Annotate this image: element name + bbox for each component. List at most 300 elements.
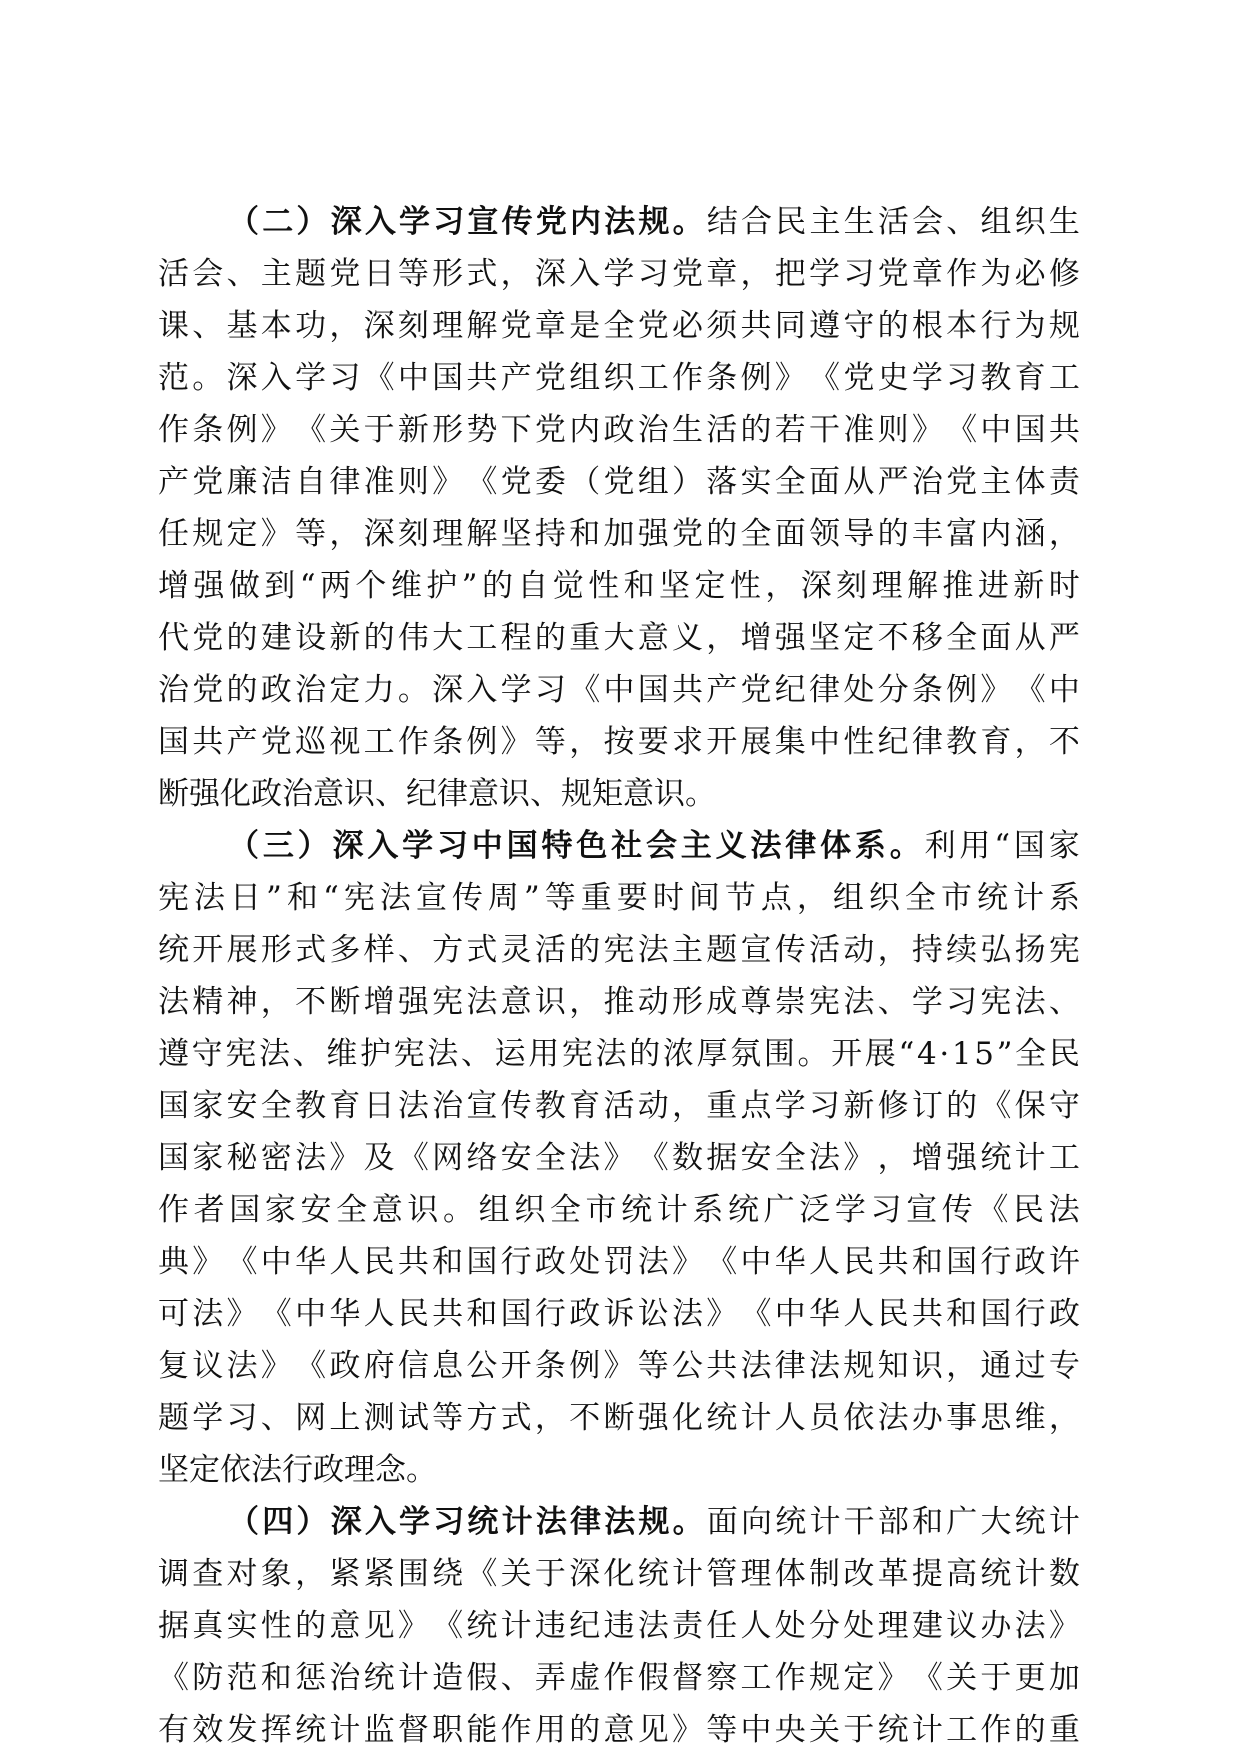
glyph: 法 — [809, 1348, 841, 1384]
glyph: 法 — [750, 828, 782, 864]
glyph: 加 — [1048, 1660, 1080, 1696]
glyph: 国 — [980, 1296, 1012, 1332]
glyph: 教 — [946, 724, 978, 760]
glyph: 作 — [671, 360, 703, 396]
glyph: 内 — [980, 516, 1012, 552]
glyph: 法 — [397, 1088, 429, 1124]
glyph: 任 — [706, 1608, 738, 1644]
glyph: 程 — [500, 620, 532, 656]
glyph: 律 — [785, 828, 817, 864]
glyph: 重 — [569, 620, 601, 656]
glyph: 依 — [843, 1400, 875, 1436]
glyph: 灵 — [500, 932, 532, 968]
glyph: 统 — [980, 1140, 1012, 1176]
glyph: 党 — [603, 464, 635, 500]
glyph: 责 — [671, 1608, 703, 1644]
glyph: 深 — [330, 204, 362, 240]
glyph: 政 — [534, 1244, 566, 1280]
glyph: 效 — [192, 1712, 224, 1748]
glyph: 共 — [740, 308, 772, 344]
glyph: 组 — [478, 1192, 510, 1228]
glyph: 增 — [740, 620, 772, 656]
glyph: 厚 — [696, 1036, 728, 1072]
glyph: 办 — [980, 1608, 1012, 1644]
glyph: 的 — [629, 1036, 661, 1072]
paragraph-line — [158, 456, 1080, 508]
glyph: 》 — [260, 1348, 292, 1384]
glyph: 《 — [977, 1192, 1009, 1228]
glyph: 假 — [466, 1660, 498, 1696]
glyph: 《 — [432, 1608, 464, 1644]
glyph: 廉 — [226, 464, 258, 500]
glyph: 民 — [397, 1296, 429, 1332]
glyph: 政 — [329, 1348, 361, 1384]
glyph: 用 — [959, 828, 991, 864]
glyph: 4 — [916, 1036, 937, 1072]
glyph: 华 — [809, 1296, 841, 1332]
paragraph-line — [158, 1392, 1080, 1444]
glyph: 从 — [843, 464, 875, 500]
glyph: 法 — [1048, 1192, 1080, 1228]
glyph: 时 — [1048, 568, 1080, 604]
glyph: 形 — [432, 412, 464, 448]
glyph: 把 — [774, 256, 806, 292]
paragraph-line — [158, 1340, 1080, 1392]
glyph: 从 — [1014, 620, 1046, 656]
glyph: 解 — [466, 516, 498, 552]
glyph: 和 — [286, 880, 318, 916]
glyph: 自 — [295, 464, 327, 500]
glyph: 《 — [226, 1244, 258, 1280]
glyph: 传 — [941, 1192, 973, 1228]
glyph: 义 — [671, 620, 703, 656]
glyph: 中 — [1048, 672, 1080, 708]
glyph: 多 — [329, 932, 361, 968]
glyph: ， — [706, 620, 738, 656]
glyph: 课 — [158, 308, 189, 344]
glyph: 组 — [569, 360, 601, 396]
glyph: 中 — [603, 672, 635, 708]
glyph: 形 — [260, 932, 292, 968]
glyph: 议 — [946, 1608, 978, 1644]
glyph: 扬 — [1014, 932, 1046, 968]
glyph: 意 — [637, 620, 669, 656]
glyph: 统 — [295, 1712, 327, 1748]
glyph: 安 — [740, 1140, 772, 1176]
glyph: 章 — [534, 308, 566, 344]
glyph: 学 — [911, 984, 943, 1020]
glyph: 条 — [534, 1348, 566, 1384]
paragraph-line — [158, 1080, 1080, 1132]
glyph: 例 — [466, 724, 498, 760]
glyph: 习 — [329, 360, 361, 396]
glyph: 纪 — [569, 1608, 601, 1644]
glyph: 国 — [506, 828, 538, 864]
glyph: 国 — [637, 672, 669, 708]
paragraph-line — [158, 196, 1080, 248]
glyph: 是 — [569, 308, 601, 344]
glyph: 史 — [877, 360, 909, 396]
glyph: 计 — [671, 1556, 703, 1592]
glyph: 统 — [706, 1400, 738, 1436]
glyph: 展 — [226, 932, 258, 968]
glyph: 建 — [260, 620, 292, 656]
glyph: 准 — [843, 412, 875, 448]
glyph: 》 — [980, 672, 1012, 708]
glyph: 持 — [534, 516, 566, 552]
glyph: 则 — [397, 464, 429, 500]
glyph: 生 — [1048, 204, 1080, 240]
glyph: 法 — [637, 932, 669, 968]
glyph: 》 — [260, 412, 292, 448]
glyph: 法 — [1014, 1608, 1046, 1644]
paragraph-line — [158, 768, 1080, 820]
glyph: 法 — [194, 880, 226, 916]
glyph: 家 — [192, 1088, 224, 1124]
glyph: 工 — [466, 620, 498, 656]
glyph: 、 — [292, 1036, 324, 1072]
glyph: 学 — [834, 1192, 866, 1228]
glyph: 大 — [980, 1504, 1012, 1540]
glyph: 动 — [637, 1088, 669, 1124]
glyph: 中 — [809, 724, 841, 760]
glyph: 共 — [706, 1348, 738, 1384]
glyph: 入 — [466, 672, 498, 708]
glyph: 事 — [946, 1400, 978, 1436]
glyph: 节 — [724, 880, 756, 916]
glyph: 法 — [604, 1504, 636, 1540]
glyph: 、 — [877, 984, 909, 1020]
glyph: 伟 — [397, 620, 429, 656]
paragraph-line — [158, 976, 1080, 1028]
glyph: ” — [461, 568, 478, 604]
glyph: 习 — [870, 1192, 902, 1228]
glyph: ） — [296, 204, 328, 240]
glyph: 会 — [192, 256, 224, 292]
glyph: 国 — [1013, 828, 1045, 864]
glyph: 党 — [192, 620, 224, 656]
paragraph-line — [158, 1236, 1080, 1288]
glyph: 理 — [871, 568, 903, 604]
paragraph-line — [158, 404, 1080, 456]
glyph: 国 — [229, 1192, 261, 1228]
glyph: 安 — [500, 1140, 532, 1176]
glyph: 教 — [295, 1088, 327, 1124]
glyph: 守 — [191, 1036, 223, 1072]
glyph: 统 — [877, 1712, 909, 1748]
glyph: 通 — [980, 1348, 1012, 1384]
glyph: 实 — [740, 464, 772, 500]
glyph: 不 — [295, 984, 327, 1020]
glyph: 违 — [603, 1608, 635, 1644]
paragraph-line — [158, 612, 1080, 664]
glyph: 断 — [329, 984, 361, 1020]
glyph: 督 — [397, 1712, 429, 1748]
glyph: 华 — [295, 1244, 327, 1280]
paragraph-section-2 — [158, 196, 1080, 820]
glyph: 个 — [355, 568, 387, 604]
glyph: 习 — [946, 984, 978, 1020]
glyph: 特 — [541, 828, 573, 864]
glyph: 范 — [226, 1660, 258, 1696]
glyph: 议 — [192, 1348, 224, 1384]
glyph: 党 — [192, 672, 224, 708]
glyph: 。 — [889, 828, 921, 864]
glyph: 坚 — [809, 620, 841, 656]
glyph: 神 — [226, 984, 258, 1020]
glyph: 洁 — [260, 464, 292, 500]
glyph: 查 — [192, 1556, 224, 1592]
glyph: 习 — [534, 672, 566, 708]
glyph: 党 — [534, 360, 566, 396]
glyph: 政 — [260, 672, 292, 708]
glyph: 专 — [1048, 1348, 1080, 1384]
glyph: 》 — [500, 724, 532, 760]
glyph: 计 — [329, 1712, 361, 1748]
glyph: 入 — [364, 204, 396, 240]
glyph: 重 — [1048, 1712, 1080, 1748]
glyph: 的 — [481, 568, 513, 604]
glyph: 中 — [980, 412, 1012, 448]
glyph: 关 — [809, 1712, 841, 1748]
glyph: 工 — [1048, 360, 1080, 396]
glyph: 传 — [451, 880, 483, 916]
glyph: 全 — [774, 464, 806, 500]
glyph: 条 — [432, 724, 464, 760]
glyph: 增 — [911, 1140, 943, 1176]
glyph: （ — [228, 204, 259, 240]
glyph: 新 — [329, 620, 361, 656]
glyph: 同 — [774, 308, 806, 344]
paragraph-line — [158, 1652, 1080, 1704]
glyph: 统 — [466, 1608, 498, 1644]
glyph: 党 — [637, 308, 669, 344]
glyph: 法 — [1014, 984, 1046, 1020]
glyph: 结 — [706, 204, 738, 240]
glyph: 《 — [466, 1556, 498, 1592]
glyph: 中 — [471, 828, 503, 864]
glyph: 习 — [809, 1088, 841, 1124]
glyph: 大 — [603, 620, 635, 656]
glyph: 法 — [158, 984, 189, 1020]
glyph: 处 — [843, 1608, 875, 1644]
glyph: 假 — [637, 1660, 669, 1696]
glyph: 国 — [158, 724, 189, 760]
glyph: 》 — [260, 516, 292, 552]
glyph: 和 — [466, 1296, 498, 1332]
glyph: 分 — [877, 672, 909, 708]
glyph: 形 — [432, 256, 464, 292]
glyph: 据 — [706, 1140, 738, 1176]
glyph: 统 — [637, 1556, 669, 1592]
glyph: 于 — [843, 1712, 875, 1748]
glyph: ） — [671, 464, 703, 500]
glyph: 涵 — [1014, 516, 1046, 552]
glyph: 民 — [1048, 1036, 1080, 1072]
glyph: 设 — [295, 620, 327, 656]
glyph: 人 — [774, 1400, 806, 1436]
glyph: 家 — [1048, 828, 1080, 864]
glyph: 》 — [603, 1348, 635, 1384]
glyph: 全 — [603, 308, 635, 344]
glyph: 统 — [467, 1504, 499, 1540]
glyph: 功 — [295, 308, 327, 344]
glyph: 计 — [1014, 1140, 1046, 1176]
glyph: 紧 — [329, 1556, 361, 1592]
glyph: 国 — [158, 1088, 189, 1124]
glyph: ” — [266, 880, 282, 916]
glyph: 求 — [671, 724, 703, 760]
glyph: 须 — [706, 308, 738, 344]
glyph: 宪 — [1048, 932, 1080, 968]
glyph: 纪 — [774, 672, 806, 708]
glyph: 》 — [671, 1244, 703, 1280]
glyph: 密 — [260, 1140, 292, 1176]
glyph: 点 — [740, 1088, 772, 1124]
glyph: 时 — [652, 880, 684, 916]
glyph: 主 — [260, 256, 292, 292]
glyph: 许 — [1048, 1244, 1080, 1280]
glyph: 识 — [911, 1348, 943, 1384]
glyph: 、 — [500, 1660, 532, 1696]
glyph: 宣 — [466, 1088, 498, 1124]
glyph: 重 — [580, 880, 612, 916]
glyph: 《 — [1014, 672, 1046, 708]
glyph: 题 — [158, 1400, 189, 1436]
glyph: 工 — [637, 360, 669, 396]
glyph: 中 — [260, 1244, 292, 1280]
glyph: ， — [1048, 1400, 1080, 1436]
glyph: 行 — [980, 1244, 1012, 1280]
glyph: 网 — [295, 1400, 327, 1436]
glyph: 。 — [443, 1192, 474, 1228]
glyph: 作 — [500, 1712, 532, 1748]
glyph: 维 — [1014, 1400, 1046, 1436]
glyph: 《 — [295, 412, 327, 448]
glyph: 》 — [706, 1296, 738, 1332]
glyph: 下 — [500, 412, 532, 448]
glyph: 间 — [688, 880, 720, 916]
glyph: 思 — [980, 1400, 1012, 1436]
glyph: 统 — [363, 1660, 395, 1696]
glyph: 于 — [363, 412, 395, 448]
glyph: 重 — [706, 1088, 738, 1124]
glyph: 见 — [637, 1712, 669, 1748]
glyph: 意 — [329, 1608, 361, 1644]
glyph: 体 — [1014, 464, 1046, 500]
glyph: 全 — [534, 1140, 566, 1176]
glyph: 规 — [809, 1660, 841, 1696]
glyph: 处 — [774, 1608, 806, 1644]
glyph: 党 — [740, 672, 772, 708]
glyph: 开 — [192, 932, 224, 968]
glyph: 入 — [364, 1504, 396, 1540]
glyph: 防 — [192, 1660, 224, 1696]
glyph: 真 — [192, 1608, 224, 1644]
glyph: 意 — [500, 984, 532, 1020]
glyph: 共 — [397, 1244, 429, 1280]
glyph: 《 — [260, 1296, 292, 1332]
glyph: “ — [994, 828, 1011, 864]
glyph: 习 — [436, 828, 468, 864]
glyph: 用 — [534, 1712, 566, 1748]
glyph: 华 — [774, 1244, 806, 1280]
glyph: 断 — [603, 1400, 635, 1436]
glyph: 富 — [946, 516, 978, 552]
glyph: 诉 — [603, 1296, 635, 1332]
glyph: 全 — [946, 620, 978, 656]
glyph: 守 — [843, 308, 875, 344]
glyph: ， — [534, 1400, 566, 1436]
glyph: 复 — [158, 1348, 189, 1384]
glyph: 、 — [460, 1036, 492, 1072]
glyph: 1 — [951, 1036, 972, 1072]
glyph: 等 — [397, 256, 429, 292]
glyph: 成 — [706, 984, 738, 1020]
glyph: 方 — [466, 1400, 498, 1436]
glyph: 推 — [603, 984, 635, 1020]
glyph: 宪 — [343, 880, 375, 916]
glyph: “ — [322, 880, 339, 916]
glyph: 紧 — [363, 1556, 395, 1592]
glyph: 全 — [260, 1088, 292, 1124]
paragraph-line — [158, 924, 1080, 976]
paragraph-section-3 — [158, 820, 1080, 1496]
glyph: 办 — [911, 1400, 943, 1436]
glyph: 修 — [877, 1088, 909, 1124]
glyph: 网 — [432, 1140, 464, 1176]
glyph: 调 — [158, 1556, 189, 1592]
glyph: 识 — [407, 1192, 439, 1228]
glyph: 的 — [569, 932, 601, 968]
glyph: 律 — [329, 464, 361, 500]
glyph: 政 — [569, 1296, 601, 1332]
glyph: 定 — [694, 568, 726, 604]
glyph: 学 — [402, 828, 434, 864]
glyph: 教 — [980, 360, 1012, 396]
glyph: 络 — [466, 1140, 498, 1176]
glyph: 义 — [715, 828, 747, 864]
glyph: 党 — [946, 464, 978, 500]
glyph: （ — [228, 828, 259, 864]
glyph: 学 — [192, 1400, 224, 1436]
glyph: 的 — [877, 308, 909, 344]
glyph: 本 — [260, 308, 292, 344]
glyph: 。 — [192, 360, 224, 396]
glyph: 律 — [570, 1504, 602, 1540]
glyph: 准 — [363, 464, 395, 500]
glyph: 不 — [877, 620, 909, 656]
glyph: 治 — [329, 1660, 361, 1696]
glyph: 入 — [569, 256, 601, 292]
glyph: 宪 — [561, 1036, 593, 1072]
glyph: 人 — [809, 1244, 841, 1280]
glyph: 动 — [843, 932, 875, 968]
glyph: 进 — [977, 568, 1009, 604]
glyph: 日 — [363, 256, 395, 292]
glyph: 治 — [637, 412, 669, 448]
glyph: 等 — [295, 516, 327, 552]
glyph: 统 — [728, 1192, 759, 1228]
glyph: 学 — [809, 256, 841, 292]
glyph: 共 — [1048, 412, 1080, 448]
glyph: 国 — [500, 1296, 532, 1332]
glyph: 宣 — [467, 204, 499, 240]
glyph: 宪 — [809, 984, 841, 1020]
glyph: 象 — [260, 1556, 292, 1592]
glyph: 和 — [260, 1660, 292, 1696]
glyph: 监 — [363, 1712, 395, 1748]
